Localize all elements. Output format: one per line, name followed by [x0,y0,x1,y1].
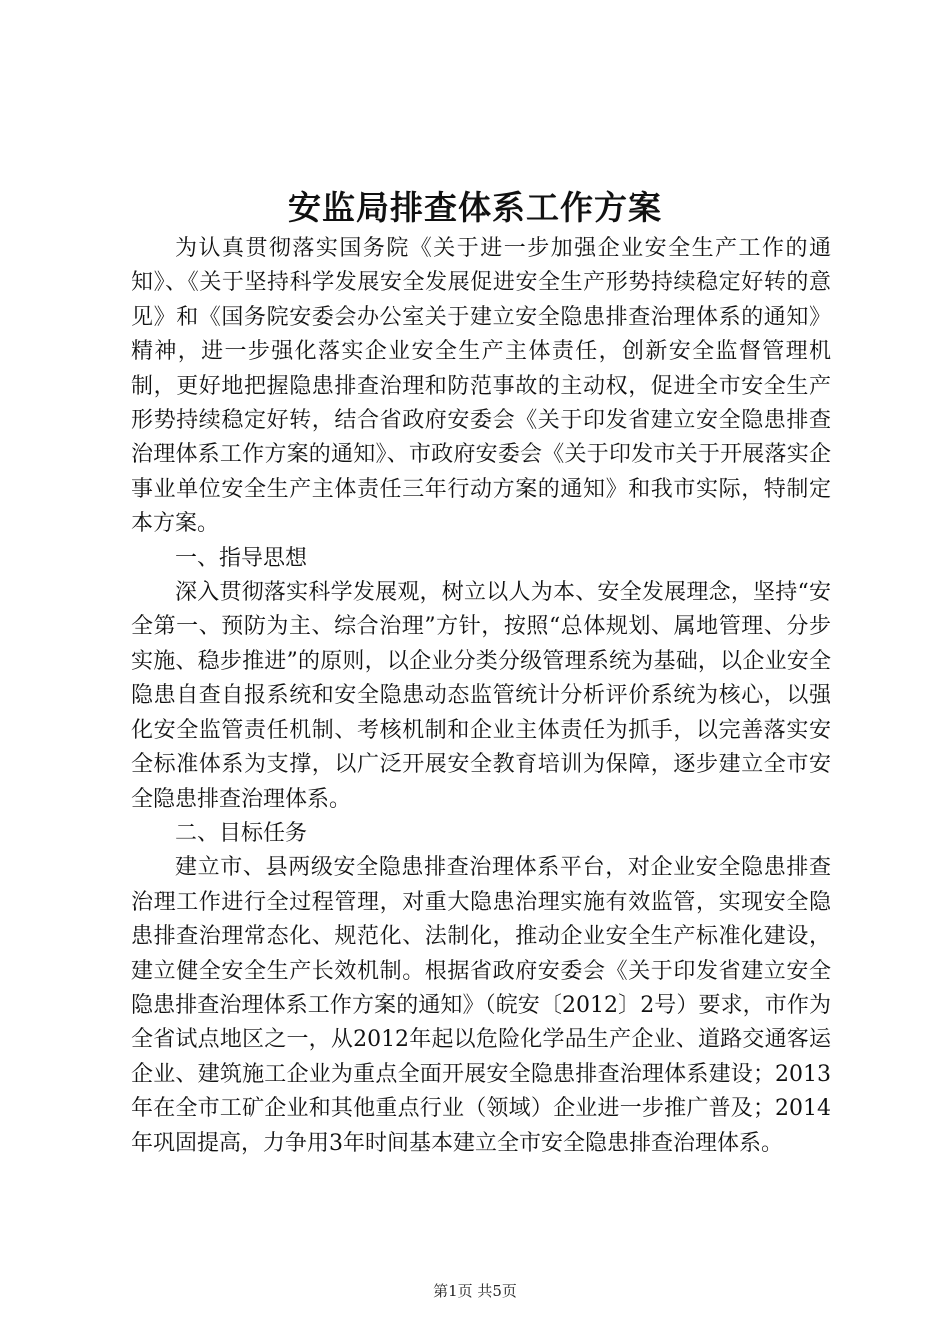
goals-paragraph: 建立市、县两级安全隐患排查治理体系平台，对企业安全隐患排查治理工作进行全过程管理，对重大隐患治理实施有效监管，实现安全隐患排查治理常态化、规范化、法制化，推动企业安全生产标准化建设，建立健全安全生产长效机制。根据省政府安委会《关于印发省建立安全隐患排查治理体系工作方案的通知》（皖安〔2012〕2号）要求，市作为全省试点地区之一，从2012年起以危险化学品生产企业、道路交通客运企业、建筑施工企业为重点全面开展安全隐患排查治理体系建设；2013年在全市工矿企业和其他重点行业（领域）企业进一步推广普及；2014年巩固提高，力争用3年时间基本建立全市安全隐患排查治理体系。 [131,855,831,1156]
page-number-footer: 第1页 共5页 [433,1282,517,1300]
intro-paragraph: 为认真贯彻落实国务院《关于进一步加强企业安全生产工作的通知》、《关于坚持科学发展安全发展促进安全生产形势持续稳定好转的意见》和《国务院安委会办公室关于建立安全隐患排查治理体系的通知》精神，进一步强化落实企业安全生产主体责任，创新安全监督管理机制，更好地把握隐患排查治理和防范事故的主动权，促进全市安全生产形势持续稳定好转，结合省政府安委会《关于印发省建立安全隐患排查治理体系工作方案的通知》、市政府安委会《关于印发市关于开展落实企事业单位安全生产主体责任三年行动方案的通知》和我市实际，特制定本方案。 [131,236,831,537]
guiding-ideology-paragraph: 深入贯彻落实科学发展观，树立以人为本、安全发展理念，坚持“安全第一、预防为主、综合治理”方针，按照“总体规划、属地管理、分步实施、稳步推进”的原则，以企业分类分级管理系统为基础，以企业安全隐患自查自报系统和安全隐患动态监管统计分析评价系统为核心，以强化安全监管责任机制、考核机制和企业主体责任为抓手，以完善落实安全标准体系为支撑，以广泛开展安全教育培训为保障，逐步建立全市安全隐患排查治理体系。 [131,580,831,812]
document-title: 安监局排查体系工作方案 [288,188,662,227]
section-heading-guiding-ideology: 一、指导思想 [175,545,308,571]
section-heading-goals: 二、目标任务 [175,820,308,846]
document-body [131,232,831,1161]
